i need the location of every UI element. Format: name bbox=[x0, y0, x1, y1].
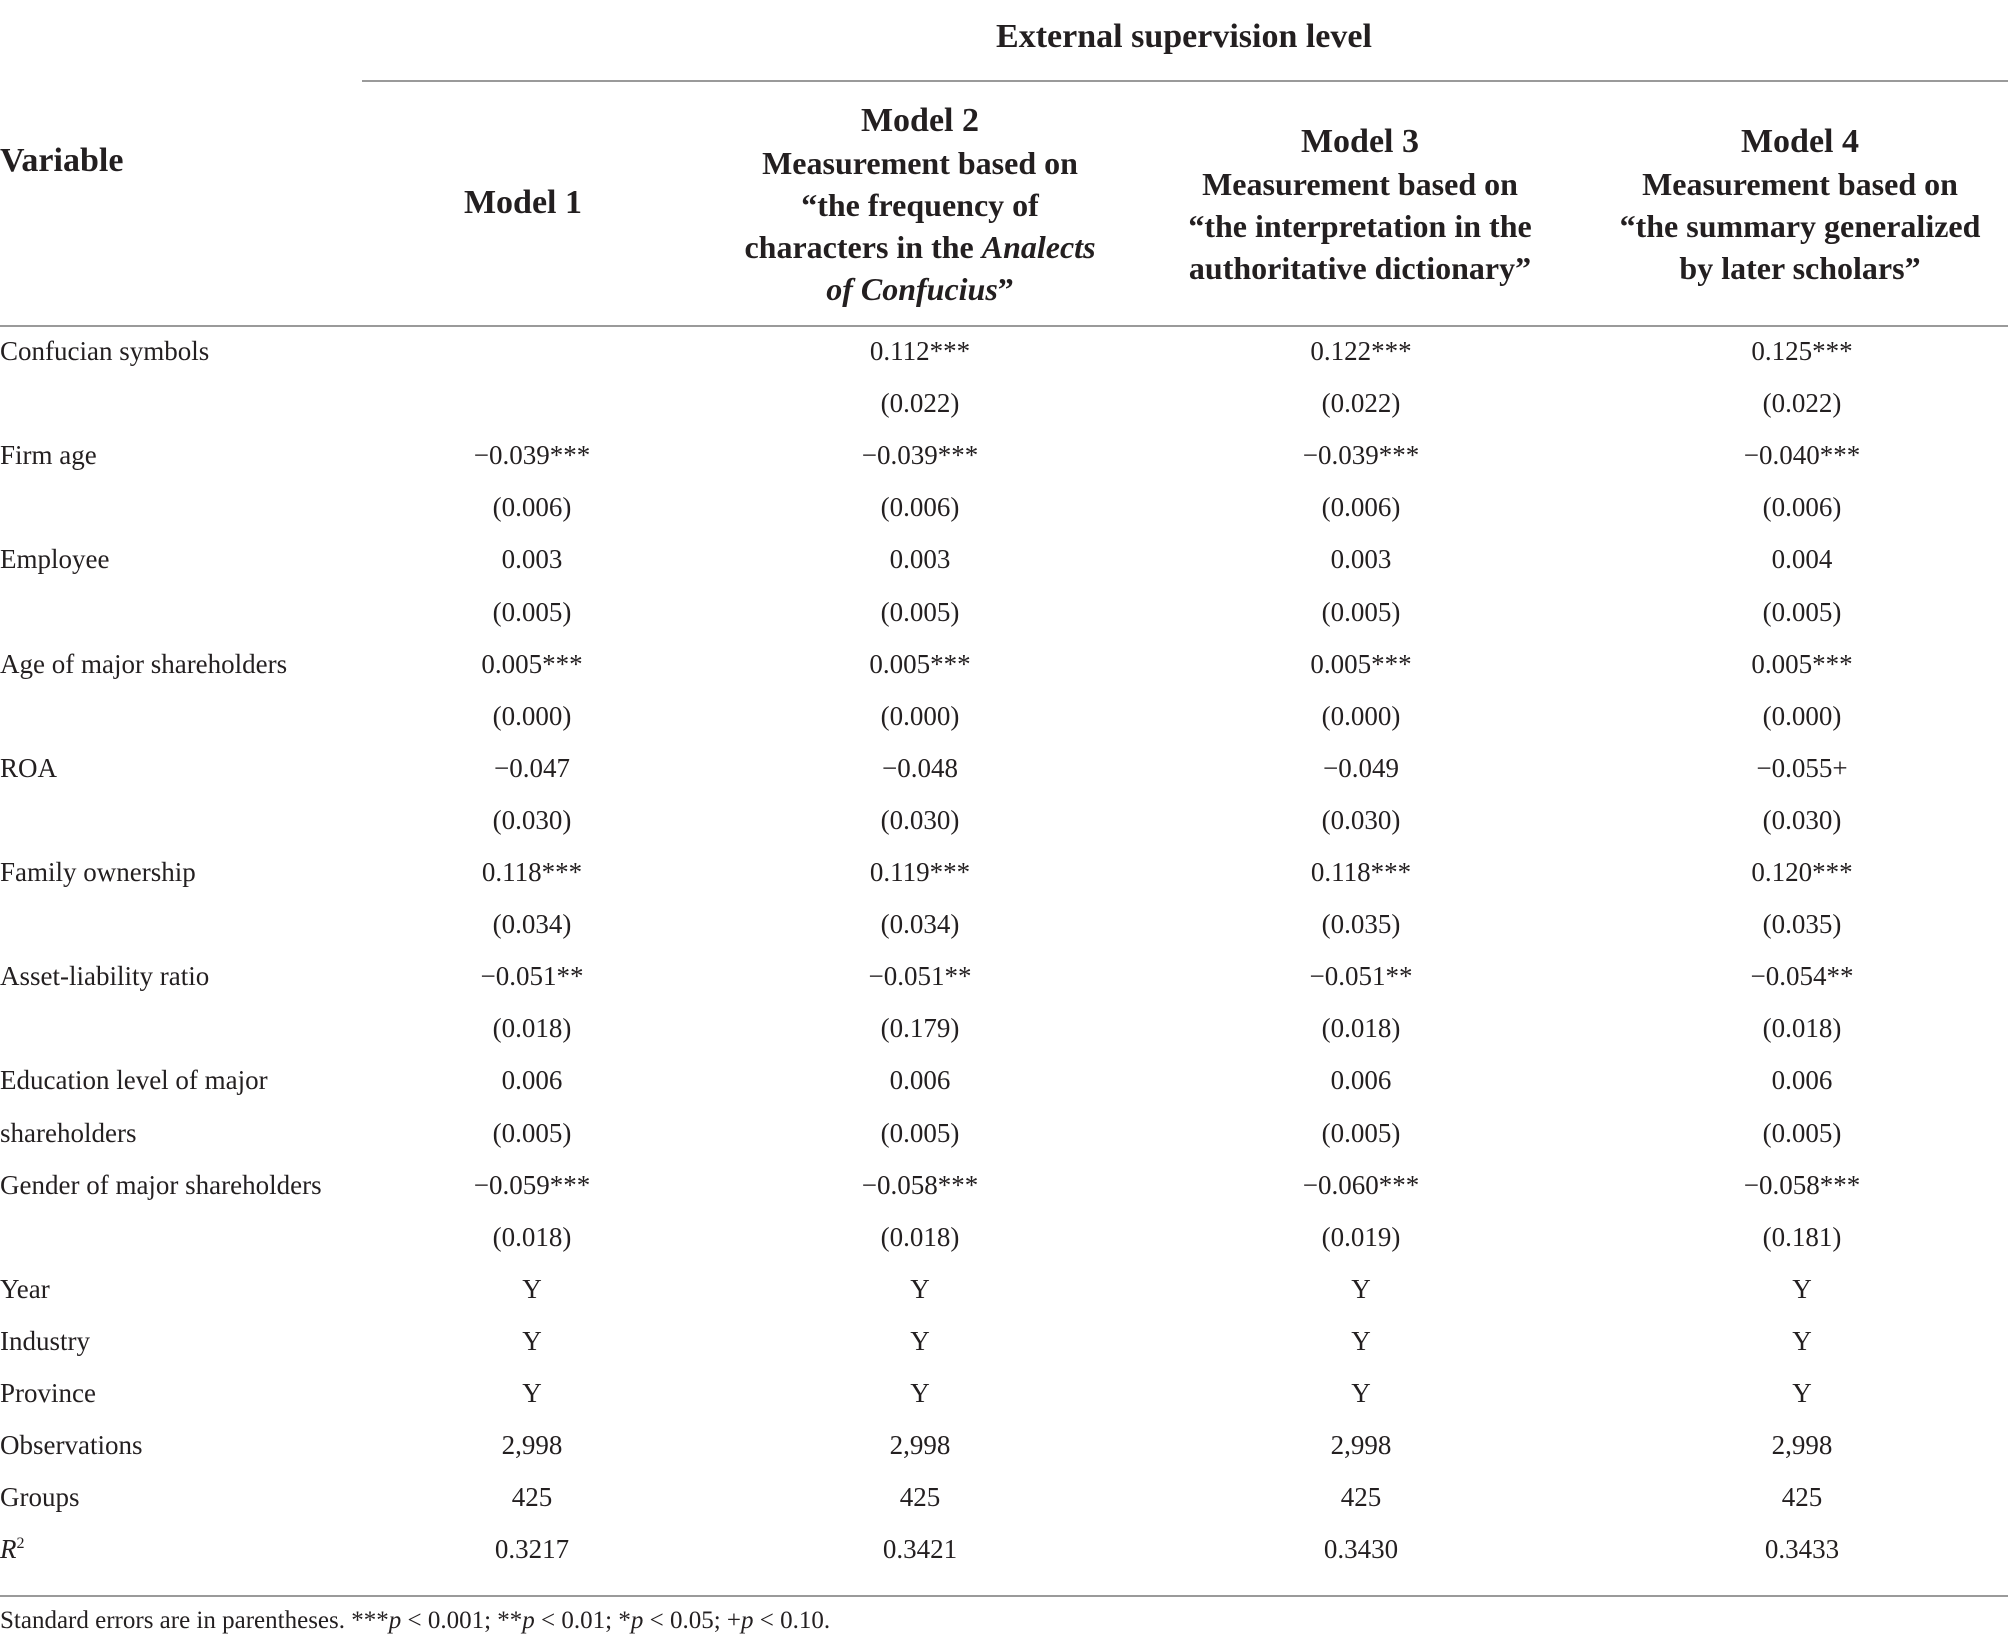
model-3-title: Model 3 bbox=[1300, 123, 1420, 160]
cell-model-1: −0.047 bbox=[494, 752, 570, 783]
table-row bbox=[0, 909, 2008, 961]
cell-model-2: (0.006) bbox=[880, 492, 960, 523]
cell-model-4: 425 bbox=[1781, 1482, 1823, 1513]
cell-model-2: 0.112*** bbox=[869, 336, 971, 366]
row-label: Age of major shareholders bbox=[0, 648, 288, 679]
model-3-header bbox=[1140, 121, 1580, 289]
cell-model-1: (0.018) bbox=[492, 1013, 572, 1044]
cell-model-4: Y bbox=[1792, 1378, 1812, 1408]
row-label: Employee bbox=[0, 544, 110, 575]
table-row bbox=[0, 1534, 2008, 1586]
cell-model-1: 425 bbox=[511, 1482, 553, 1513]
cell-model-3: Y bbox=[1351, 1378, 1371, 1408]
cell-model-4: Y bbox=[1792, 1273, 1812, 1304]
table-row bbox=[0, 1274, 2008, 1326]
model-3-line2: “the interpretation in the bbox=[1188, 208, 1532, 244]
cell-model-1: Y bbox=[522, 1378, 542, 1408]
cell-model-2: −0.051** bbox=[868, 961, 972, 992]
table-bottom-rule bbox=[0, 1595, 2008, 1597]
table-row bbox=[0, 1013, 2008, 1065]
cell-model-3: 0.005*** bbox=[1310, 648, 1412, 679]
cell-model-1: −0.051** bbox=[480, 961, 584, 992]
cell-model-4: 0.006 bbox=[1771, 1065, 1833, 1096]
cell-model-3: 0.3430 bbox=[1323, 1534, 1399, 1565]
cell-model-1: Y bbox=[522, 1325, 542, 1356]
model-2-title: Model 2 bbox=[860, 102, 980, 139]
supervision-header: External supervision level bbox=[996, 18, 1372, 55]
cell-model-2: (0.000) bbox=[880, 700, 960, 731]
row-label: Groups bbox=[0, 1482, 80, 1513]
row-label: Family ownership bbox=[0, 857, 196, 887]
model-4-title: Model 4 bbox=[1740, 123, 1860, 160]
cell-model-2: Y bbox=[910, 1273, 930, 1304]
cell-model-3: 0.118*** bbox=[1310, 857, 1412, 887]
table-row bbox=[0, 1118, 2008, 1170]
cell-model-3: −0.051** bbox=[1309, 961, 1413, 992]
cell-model-1: (0.005) bbox=[492, 596, 572, 627]
cell-model-4: 0.120*** bbox=[1751, 857, 1853, 887]
cell-model-4: −0.055+ bbox=[1756, 752, 1848, 783]
table-row bbox=[0, 753, 2008, 805]
row-label: Firm age bbox=[0, 440, 97, 471]
cell-model-4: (0.005) bbox=[1762, 596, 1842, 627]
model-3-line3: authoritative dictionary” bbox=[1188, 250, 1532, 286]
cell-model-2: 0.119*** bbox=[869, 857, 971, 887]
cell-model-4: (0.022) bbox=[1762, 388, 1842, 419]
table-row bbox=[0, 1065, 2008, 1117]
header-subrule bbox=[362, 80, 2008, 82]
table-row bbox=[0, 805, 2008, 857]
cell-model-1: (0.018) bbox=[492, 1221, 572, 1252]
table-footnote: Standard errors are in parentheses. ***p < 0.001; **p < 0.01; *p < 0.05; +p < 0.10. bbox=[0, 1607, 831, 1634]
cell-model-3: −0.060*** bbox=[1302, 1169, 1420, 1200]
cell-model-1: 0.003 bbox=[501, 544, 563, 575]
cell-model-4: −0.058*** bbox=[1743, 1169, 1861, 1200]
cell-model-2: (0.179) bbox=[880, 1013, 960, 1044]
cell-model-1: (0.034) bbox=[492, 909, 572, 940]
cell-model-2: 0.003 bbox=[889, 544, 951, 575]
cell-model-4: 0.004 bbox=[1771, 544, 1833, 575]
cell-model-4: −0.054** bbox=[1750, 961, 1854, 992]
cell-model-2: 0.005*** bbox=[869, 648, 971, 679]
cell-model-2: −0.058*** bbox=[861, 1169, 979, 1200]
cell-model-1: −0.059*** bbox=[473, 1169, 591, 1200]
row-label: Year bbox=[0, 1273, 50, 1304]
cell-model-2: Y bbox=[910, 1378, 930, 1408]
cell-model-4: 0.005*** bbox=[1751, 648, 1853, 679]
cell-model-1: (0.005) bbox=[492, 1117, 572, 1148]
cell-model-1: 2,998 bbox=[501, 1430, 563, 1461]
row-label: Industry bbox=[0, 1325, 90, 1356]
cell-model-3: 425 bbox=[1340, 1482, 1382, 1513]
table-row bbox=[0, 701, 2008, 753]
cell-model-1: 0.3217 bbox=[494, 1534, 570, 1565]
table-row bbox=[0, 961, 2008, 1013]
cell-model-4: (0.005) bbox=[1762, 1117, 1842, 1148]
cell-model-1: 0.006 bbox=[501, 1065, 563, 1096]
row-label: Asset-liability ratio bbox=[0, 961, 210, 992]
cell-model-4: (0.018) bbox=[1762, 1013, 1842, 1044]
cell-model-3: (0.022) bbox=[1321, 388, 1401, 419]
model-3-line1: Measurement based on bbox=[1202, 166, 1518, 202]
cell-model-2: (0.030) bbox=[880, 804, 960, 835]
table-row bbox=[0, 1326, 2008, 1378]
row-label: Gender of major shareholders bbox=[0, 1169, 322, 1200]
row-label: $R^2$ bbox=[0, 1534, 25, 1565]
model-4-header bbox=[1580, 121, 2008, 289]
cell-model-4: (0.000) bbox=[1762, 700, 1842, 731]
cell-model-2: (0.018) bbox=[880, 1221, 960, 1252]
header-bottom-rule bbox=[0, 325, 2008, 327]
table-row bbox=[0, 857, 2008, 909]
variable-column-header: Variable bbox=[0, 142, 124, 179]
cell-model-3: (0.005) bbox=[1321, 596, 1401, 627]
table-row bbox=[0, 336, 2008, 388]
cell-model-2: 0.006 bbox=[889, 1065, 951, 1096]
cell-model-4: (0.035) bbox=[1762, 909, 1842, 940]
model-4-line3: by later scholars” bbox=[1679, 250, 1921, 286]
cell-model-1: Y bbox=[522, 1273, 542, 1304]
cell-model-3: Y bbox=[1351, 1325, 1371, 1356]
model-2-line4: of Confucius” bbox=[826, 271, 1014, 307]
cell-model-3: −0.049 bbox=[1323, 752, 1399, 783]
table-row bbox=[0, 1378, 2008, 1430]
model-4-line1: Measurement based on bbox=[1642, 166, 1958, 202]
cell-model-3: (0.006) bbox=[1321, 492, 1401, 523]
cell-model-2: (0.005) bbox=[880, 1117, 960, 1148]
cell-model-2: (0.022) bbox=[880, 388, 960, 419]
cell-model-3: 2,998 bbox=[1330, 1430, 1392, 1461]
cell-model-3: (0.018) bbox=[1321, 1013, 1401, 1044]
table-row bbox=[0, 597, 2008, 649]
cell-model-2: (0.034) bbox=[880, 909, 960, 940]
cell-model-1: 0.005*** bbox=[481, 648, 583, 679]
row-label: ROA bbox=[0, 752, 58, 783]
cell-model-1: (0.000) bbox=[492, 700, 572, 731]
cell-model-3: (0.030) bbox=[1321, 804, 1401, 835]
cell-model-2: Y bbox=[910, 1325, 930, 1356]
cell-model-3: Y bbox=[1351, 1273, 1371, 1304]
cell-model-4: −0.040*** bbox=[1743, 440, 1861, 471]
cell-model-3: 0.122*** bbox=[1310, 336, 1412, 366]
cell-model-4: 0.125*** bbox=[1751, 336, 1853, 366]
row-label: Confucian symbols bbox=[0, 336, 210, 366]
model-2-header bbox=[700, 100, 1140, 310]
row-label: Observations bbox=[0, 1430, 143, 1461]
model-2-line1: Measurement based on bbox=[762, 145, 1078, 181]
cell-model-4: 2,998 bbox=[1771, 1430, 1833, 1461]
cell-model-3: −0.039*** bbox=[1302, 440, 1420, 471]
cell-model-1: −0.039*** bbox=[473, 440, 591, 471]
cell-model-2: 2,998 bbox=[889, 1430, 951, 1461]
model-4-line2: “the summary generalized bbox=[1619, 208, 1981, 244]
table-row bbox=[0, 1482, 2008, 1534]
cell-model-2: (0.005) bbox=[880, 596, 960, 627]
model-1-title: Model 1 bbox=[463, 184, 583, 221]
cell-model-4: Y bbox=[1792, 1325, 1812, 1356]
cell-model-4: 0.3433 bbox=[1764, 1534, 1840, 1565]
table-row bbox=[0, 1222, 2008, 1274]
table-row bbox=[0, 492, 2008, 544]
cell-model-3: (0.019) bbox=[1321, 1221, 1401, 1252]
cell-model-2: 0.3421 bbox=[882, 1534, 958, 1565]
table-row bbox=[0, 649, 2008, 701]
table-row bbox=[0, 440, 2008, 492]
model-1-header bbox=[433, 182, 613, 224]
table-row bbox=[0, 1430, 2008, 1482]
cell-model-1: (0.030) bbox=[492, 804, 572, 835]
cell-model-2: 425 bbox=[899, 1482, 941, 1513]
row-label: Province bbox=[0, 1378, 96, 1408]
cell-model-1: (0.006) bbox=[492, 492, 572, 523]
row-label: Education level of major bbox=[0, 1065, 268, 1096]
model-2-line3: characters in the Analects bbox=[744, 229, 1096, 265]
cell-model-2: −0.048 bbox=[882, 752, 958, 783]
cell-model-3: (0.000) bbox=[1321, 700, 1401, 731]
cell-model-4: (0.181) bbox=[1762, 1221, 1842, 1252]
cell-model-1: 0.118*** bbox=[481, 857, 583, 887]
cell-model-3: 0.006 bbox=[1330, 1065, 1392, 1096]
table-row bbox=[0, 1170, 2008, 1222]
row-label: shareholders bbox=[0, 1117, 137, 1148]
cell-model-3: (0.035) bbox=[1321, 909, 1401, 940]
cell-model-3: (0.005) bbox=[1321, 1117, 1401, 1148]
cell-model-4: (0.030) bbox=[1762, 804, 1842, 835]
cell-model-2: −0.039*** bbox=[861, 440, 979, 471]
table-row bbox=[0, 388, 2008, 440]
model-2-line2: “the frequency of bbox=[801, 187, 1039, 223]
cell-model-3: 0.003 bbox=[1330, 544, 1392, 575]
table-row bbox=[0, 544, 2008, 596]
cell-model-4: (0.006) bbox=[1762, 492, 1842, 523]
